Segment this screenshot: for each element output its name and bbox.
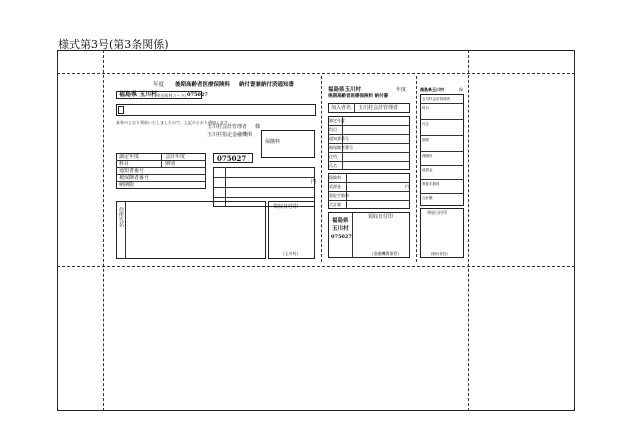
slip1-row1-b: 会計年度 [165, 154, 186, 160]
slip1-code: 075027 [187, 92, 208, 98]
slip2-amount-3: 督促手数料 [329, 193, 349, 198]
slip2-title: 後期高齢者医療保険料 納付書 [328, 94, 389, 99]
slip2-area-code: 075027 [331, 234, 352, 240]
slip1-row1-a: 調定年度 [119, 154, 140, 160]
perforation-1 [321, 76, 322, 262]
slip3-bottom-label: (納付者控) [431, 252, 448, 256]
slip3-payee: 玉川村会計管理者 [422, 97, 450, 101]
slip2-row-1: 調定年度 [329, 118, 345, 123]
perforation-2 [416, 76, 417, 262]
slip2-village: 玉川村 [332, 226, 349, 232]
slip3-row-3: 期別 [422, 138, 429, 142]
slip3-receipt-stamp: 領収日付印 [427, 210, 447, 215]
fold-line-left [103, 50, 104, 411]
slip1-row2-a: 科目 [119, 161, 130, 167]
slip1-issuer: 福島県 玉川村 [119, 91, 158, 98]
slip1-bank-code: 075027 [217, 154, 247, 163]
slip2-prefecture: 福島県 [332, 218, 349, 224]
slip1-fee-row-3: 納期限 [119, 182, 135, 188]
slip3-row-4: 保険料 [422, 154, 433, 158]
slip3-row-7: 合計額 [422, 196, 433, 200]
slip1-year: 年度 [153, 82, 165, 88]
slip1-fee-row-2: 被保険者番号 [119, 175, 150, 181]
slip1-type: 納付書兼納付済通知書 [239, 82, 295, 88]
slip3-row-5: 延滞金 [422, 168, 433, 172]
slip-receipt [419, 85, 465, 260]
slip1-check-box [118, 106, 124, 114]
slip-main [113, 75, 318, 261]
slip2-amount-4: 合計額 [329, 202, 341, 207]
slip2-unit: 円 [405, 184, 409, 189]
slip1-receipt-stamp: 領収日付印 [273, 204, 299, 210]
slip1-designated: 玉川村指定金融機関 [207, 132, 253, 138]
slip1-accountant: 玉川村会計管理者 [207, 124, 248, 130]
slip3-row-2: 氏名 [422, 122, 429, 126]
slip1-row2-b: 期別 [165, 161, 176, 167]
slip2-issuer: 福島県玉川村 [328, 87, 362, 93]
slip2-amount-1: 保険料 [329, 175, 341, 180]
slip1-barcode-field [116, 104, 316, 116]
fold-line-top [57, 73, 575, 74]
slip1-insurance-label: 保険料 [265, 139, 281, 145]
slip2-row-2: 科目 [329, 127, 337, 132]
slip1-bottom-label: (玉川村) [283, 251, 299, 256]
slip3-suffix: 保 [459, 87, 463, 92]
slip-bank [326, 85, 412, 260]
slip2-payee-label: 加入者名 [331, 105, 352, 111]
slip3-issuer: 福島県玉川村 [420, 87, 444, 92]
slip1-code-label: (市区町村コード) [155, 93, 187, 98]
slip2-row-3: 通知書番号 [329, 136, 349, 141]
slip2-row-4: 被保険者番号 [329, 145, 353, 150]
slip1-fee-row-1: 通知書番号 [119, 168, 145, 174]
slip1-unit: 円 [311, 179, 317, 185]
slip2-receipt-stamp: 領収日付印 [368, 214, 394, 220]
slip2-bottom-label: (金融機関保管) [372, 251, 400, 256]
slip2-row-6: 氏名 [329, 163, 337, 168]
slip2-row-5: 住所 [329, 154, 337, 159]
slip3-row-1: 科目 [422, 106, 429, 110]
slip1-title: 後期高齢者医療保険料 [175, 82, 231, 88]
form-number-caption: 様式第3号(第3条関係) [58, 38, 169, 51]
fold-line-bottom [57, 266, 575, 267]
slip2-payee: 玉川村会計管理者 [358, 105, 399, 111]
slip3-row-6: 督促手数料 [422, 182, 440, 186]
slip1-address-label: 住所氏名 [118, 207, 124, 227]
slip1-address-box [116, 201, 266, 259]
fold-line-right [468, 50, 469, 411]
slip2-year: 年度 [396, 87, 407, 93]
slip1-accountant-suffix: 様 [255, 124, 261, 130]
slip2-amount-2: 延滞金 [329, 184, 341, 189]
slip1-note: 本券のとおり領収いたしましたので、上記のとおり通知します。 [116, 120, 232, 125]
